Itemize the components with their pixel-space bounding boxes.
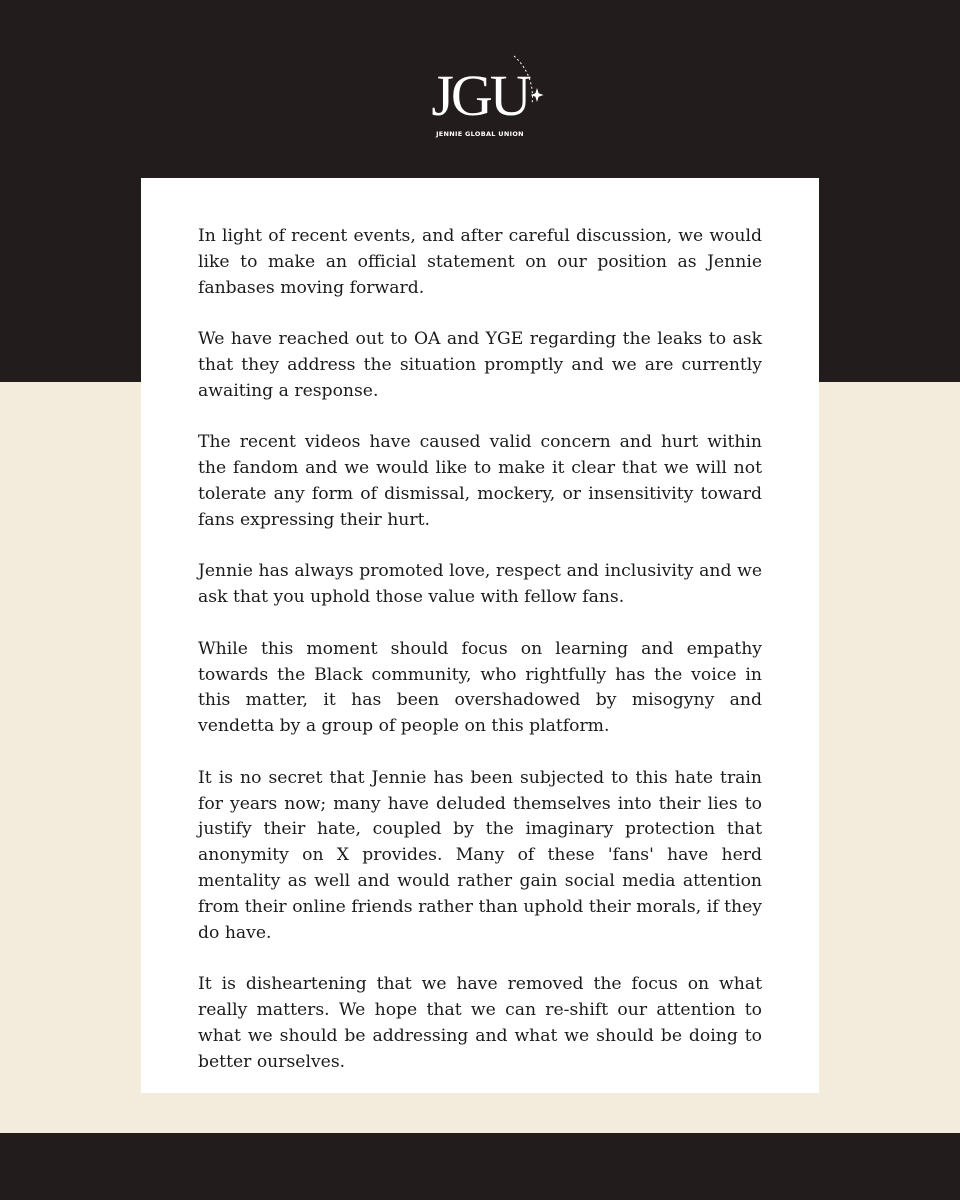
statement-card: [141, 178, 819, 1093]
logo-monogram: JGU: [431, 63, 529, 128]
statement-paragraph: It is disheartening that we have removed the focus on what really matters. We hope that we can re-shift our attention to what we should be addressing and what we should be doing to better ourselves.: [198, 974, 762, 1072]
statement-paragraph: The recent videos have caused valid concern and hurt within the fandom and we would like to make it clear that we will not tolerate any form of dismissal, mockery, or insensitivity toward fans expressing their hurt.: [198, 432, 762, 530]
statement-paragraph: We have reached out to OA and YGE regarding the leaks to ask that they address the situation promptly and we are currently awaiting a response.: [198, 329, 762, 401]
jgu-logo: [400, 44, 560, 144]
bottom-dark-band: [0, 1133, 960, 1200]
statement-paragraph: While this moment should focus on learning and empathy towards the Black community, who rightfully has the voice in this matter, it has been overshadowed by misogyny and vendetta by a group of people on this platform.: [198, 638, 762, 737]
statement-paragraph: Jennie has always promoted love, respect and inclusivity and we ask that you uphold those value with fellow fans.: [198, 561, 762, 608]
sparkle-star-icon: [531, 88, 544, 102]
logo-subtitle: JENNIE GLOBAL UNION: [436, 130, 524, 138]
statement-body: [198, 224, 762, 1101]
statement-paragraph: In light of recent events, and after careful discussion, we would like to make an official statement on our position as Jennie fanbases moving forward.: [198, 226, 762, 298]
statement-paragraph: It is no secret that Jennie has been subjected to this hate train for years now; many have deluded themselves into their lies to justify their hate, coupled by the imaginary protection that anonymity on X provides. Many of these 'fans' have herd mentality as well and would rather gain social media attention from their online friends rather than uphold their morals, if they do have.: [198, 767, 762, 943]
